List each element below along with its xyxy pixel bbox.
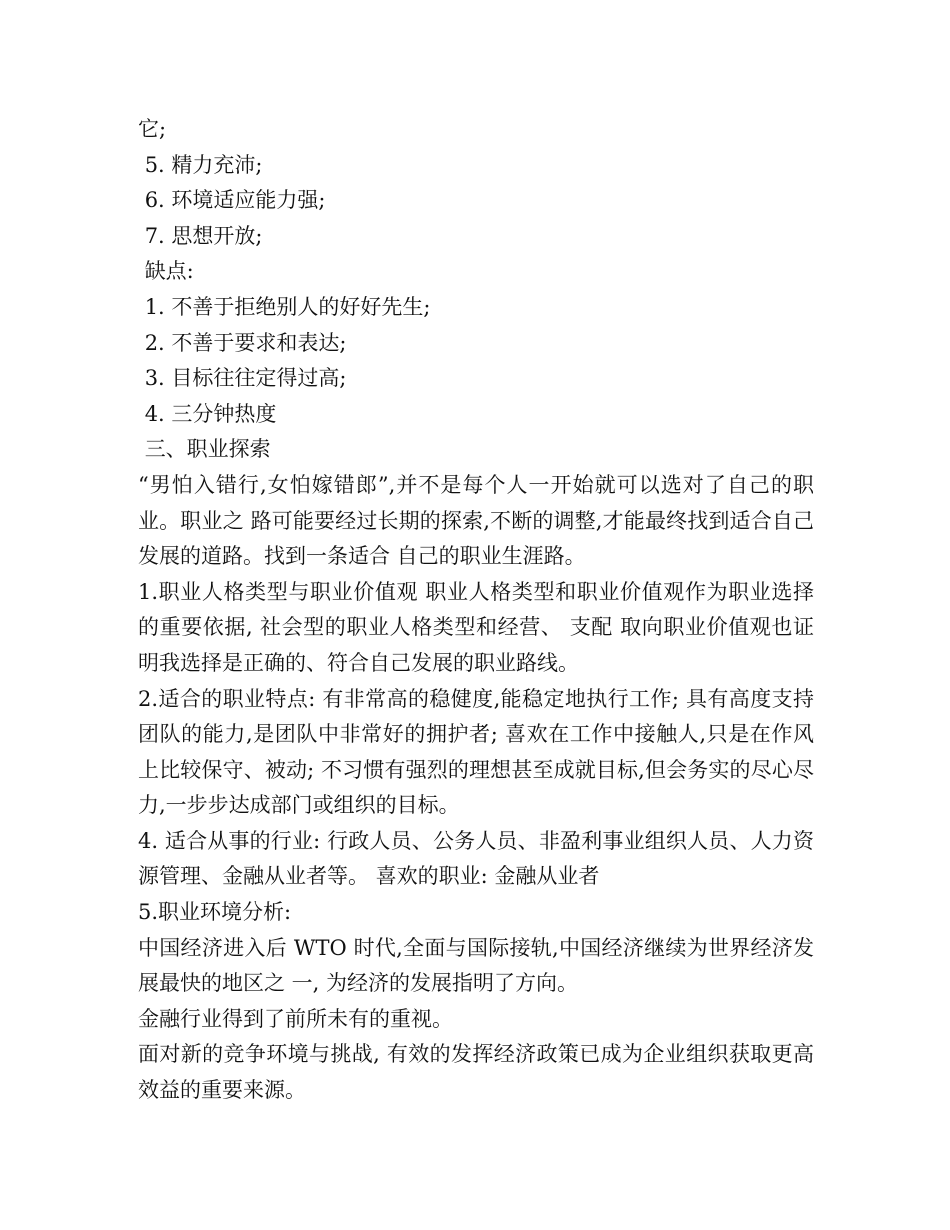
paragraph-personality-values: 1.职业人格类型与职业价值观 职业人格类型和职业价值观作为职业选择的重要依据, 社会型的职业人格类型和经营、 支配 取向职业价值观也证明我选择是正确的、符合自己发展的职业路线。 [138, 579, 814, 675]
list-item-weakness-3: 3. 目标往往定得过高; [138, 366, 347, 391]
paragraph-intro: “男怕入错行,女怕嫁错郎”,并不是每个人一开始就可以选对了自己的职业。职业之 路可能要经过长期的探索,不断的调整,才能最终找到适合自己发展的道路。找到一条适合 自己的职业生涯路。 [138, 472, 814, 569]
paragraph-suitable-industries: 4. 适合从事的行业: 行政人员、公务人员、非盈利事业组织人员、人力资源管理、金融从业者等。 喜欢的职业: 金融从业者 [138, 828, 814, 889]
list-item-strength-5: 5. 精力充沛; [138, 152, 263, 177]
section-heading-career-exploration: 三、职业探索 [138, 437, 271, 462]
document-page [138, 112, 814, 1109]
section-heading-weaknesses: 缺点: [138, 259, 194, 284]
list-item-weakness-1: 1. 不善于拒绝别人的好好先生; [138, 294, 431, 319]
list-item-weakness-2: 2. 不善于要求和表达; [138, 330, 347, 355]
subheading-environment-analysis: 5.职业环境分析: [138, 900, 292, 925]
list-item-weakness-4: 4. 三分钟热度 [138, 401, 277, 426]
paragraph-finance: 金融行业得到了前所未有的重视。 [138, 1006, 453, 1031]
paragraph-competition: 面对新的竞争环境与挑战, 有效的发挥经济政策已成为企业组织获取更高效益的重要来源。 [138, 1042, 814, 1103]
list-item-strength-7: 7. 思想开放; [138, 223, 263, 248]
list-continuation: 它; [138, 117, 167, 141]
paragraph-economy: 中国经济进入后 WTO 时代,全面与国际接轨,中国经济继续为世界经济发展最快的地区之 一, 为经济的发展指明了方向。 [138, 935, 814, 996]
list-item-strength-6: 6. 环境适应能力强; [138, 188, 326, 213]
paragraph-career-traits: 2.适合的职业特点: 有非常高的稳健度,能稳定地执行工作; 具有高度支持团队的能力,是团队中非常好的拥护者; 喜欢在工作中接触人,只是在作风上比较保守、被动; 不习惯有强烈的理想甚至成就目标,但会务实的尽心尽力,一步步达成部门或组织的目标。 [138, 686, 814, 818]
